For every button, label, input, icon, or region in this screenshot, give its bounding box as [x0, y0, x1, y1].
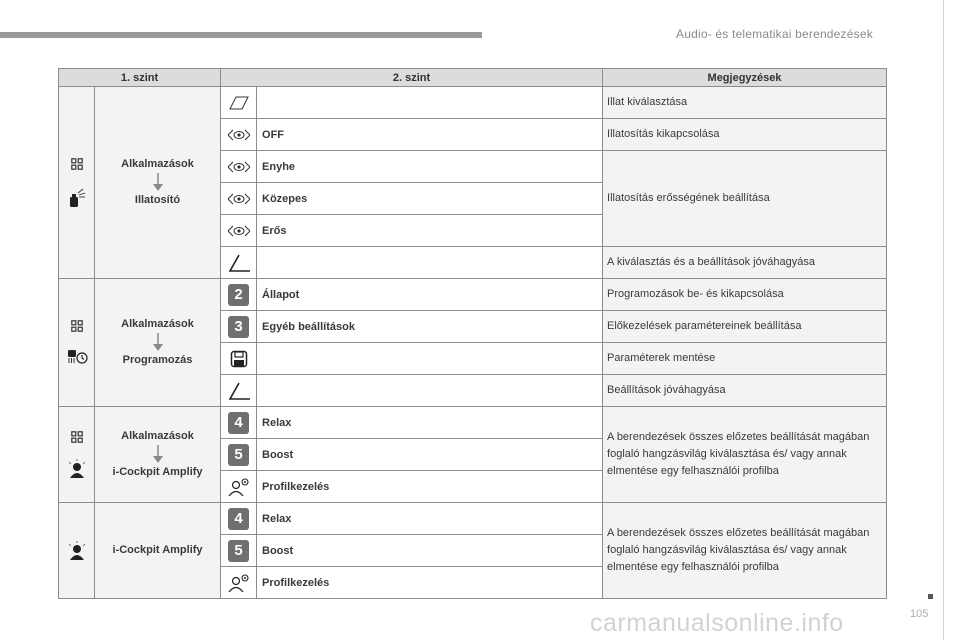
row-note: Illat kiválasztása: [603, 87, 887, 119]
row-icon-cell: [221, 439, 257, 471]
row-label: Enyhe: [257, 151, 603, 183]
row-label: [257, 247, 603, 279]
level1-title-cell: [95, 503, 221, 599]
row-icon-cell: [221, 247, 257, 279]
table-row: [59, 503, 887, 535]
row-label: Egyéb beállítások: [257, 311, 603, 343]
person-sound-icon: [66, 459, 88, 479]
row-note: Paraméterek mentése: [603, 343, 887, 375]
eye-icon: [221, 225, 256, 237]
scent-diffuser-icon: [66, 186, 88, 208]
eye-icon: [221, 161, 256, 173]
row-label: Boost: [257, 439, 603, 471]
table-row: [59, 87, 887, 119]
header-notes: Megjegyzések: [603, 69, 887, 87]
level1-icon-cell: [59, 407, 95, 503]
down-arrow-icon: [95, 445, 220, 463]
person-sound-icon: [59, 541, 94, 561]
row-label: [257, 87, 603, 119]
page-edge-rule: [943, 0, 944, 640]
watermark: carmanualsonline.info: [590, 609, 844, 637]
level1-icon-cell: [59, 503, 95, 599]
step-badge: 5: [228, 540, 249, 562]
table-header-row: [59, 69, 887, 87]
row-icon-cell: [221, 503, 257, 535]
row-label: Erős: [257, 215, 603, 247]
section-title: Audio- és telematikai berendezések: [676, 27, 873, 41]
row-note: Illatosítás kikapcsolása: [603, 119, 887, 151]
row-label: Profilkezelés: [257, 567, 603, 599]
level1-title: Alkalmazások: [121, 430, 194, 442]
row-label: Boost: [257, 535, 603, 567]
row-icon-cell: [221, 375, 257, 407]
level1-subtitle: Illatosító: [134, 194, 181, 206]
level1-title-cell: [95, 87, 221, 279]
row-label: Relax: [257, 503, 603, 535]
row-label: [257, 343, 603, 375]
down-arrow-icon: [95, 333, 220, 351]
row-icon-cell: [221, 151, 257, 183]
header-level1: 1. szint: [59, 69, 221, 87]
apps-grid-icon: [71, 158, 83, 170]
row-icon-cell: [221, 343, 257, 375]
row-icon-cell: [221, 215, 257, 247]
apps-grid-icon: [71, 431, 83, 443]
row-label: Állapot: [257, 279, 603, 311]
row-label: Profilkezelés: [257, 471, 603, 503]
row-note: A kiválasztás és a beállítások jóváhagyása: [603, 247, 887, 279]
header-bar: [0, 32, 482, 38]
row-note: Beállítások jóváhagyása: [603, 375, 887, 407]
eye-icon: [221, 129, 256, 141]
row-note: Előkezelések paramétereinek beállítása: [603, 311, 887, 343]
row-icon-cell: [221, 407, 257, 439]
row-label: [257, 375, 603, 407]
row-icon-cell: [221, 87, 257, 119]
step-badge: 4: [228, 508, 249, 530]
back-arrow-icon: [221, 381, 256, 401]
page-number: 105: [910, 608, 929, 620]
step-badge: 3: [228, 316, 249, 338]
level1-icon-cell: [59, 87, 95, 279]
row-icon-cell: [221, 119, 257, 151]
row-note: A berendezések összes előzetes beállítását magában foglaló hangzásvilág kiválasztása és/ vagy annak elmentése egy felhasználói profilba: [603, 503, 887, 599]
back-arrow-icon: [221, 253, 256, 273]
table-row: [59, 407, 887, 439]
header-level2: 2. szint: [221, 69, 603, 87]
row-note: Illatosítás erősségének beállítása: [603, 151, 887, 247]
row-icon-cell: [221, 311, 257, 343]
program-clock-icon: [66, 348, 88, 366]
row-icon-cell: [221, 279, 257, 311]
profile-settings-icon: [221, 573, 256, 593]
step-badge: 2: [228, 284, 249, 306]
row-icon-cell: [221, 183, 257, 215]
level1-icon-cell: [59, 279, 95, 407]
level1-title: Alkalmazások: [121, 318, 194, 330]
level1-title-cell: [95, 407, 221, 503]
step-badge: 4: [228, 412, 249, 434]
row-label: Relax: [257, 407, 603, 439]
bullet-marker: [928, 594, 933, 599]
row-note: Programozások be- és kikapcsolása: [603, 279, 887, 311]
scent-bottle-icon: [221, 96, 256, 110]
row-label: Közepes: [257, 183, 603, 215]
save-icon: [221, 350, 256, 368]
level1-title: Alkalmazások: [121, 158, 194, 170]
row-icon-cell: [221, 535, 257, 567]
level1-title-cell: [95, 279, 221, 407]
row-icon-cell: [221, 471, 257, 503]
step-badge: 5: [228, 444, 249, 466]
settings-table: [58, 68, 887, 599]
row-label: OFF: [257, 119, 603, 151]
level1-subtitle: Programozás: [122, 354, 193, 366]
row-icon-cell: [221, 567, 257, 599]
apps-grid-icon: [71, 320, 83, 332]
level1-subtitle: i-Cockpit Amplify: [112, 466, 203, 478]
eye-icon: [221, 193, 256, 205]
down-arrow-icon: [95, 173, 220, 191]
profile-settings-icon: [221, 477, 256, 497]
level1-title: i-Cockpit Amplify: [112, 544, 203, 556]
row-note: A berendezések összes előzetes beállítását magában foglaló hangzásvilág kiválasztása és/ vagy annak elmentése egy felhasználói profilba: [603, 407, 887, 503]
table-row: [59, 279, 887, 311]
